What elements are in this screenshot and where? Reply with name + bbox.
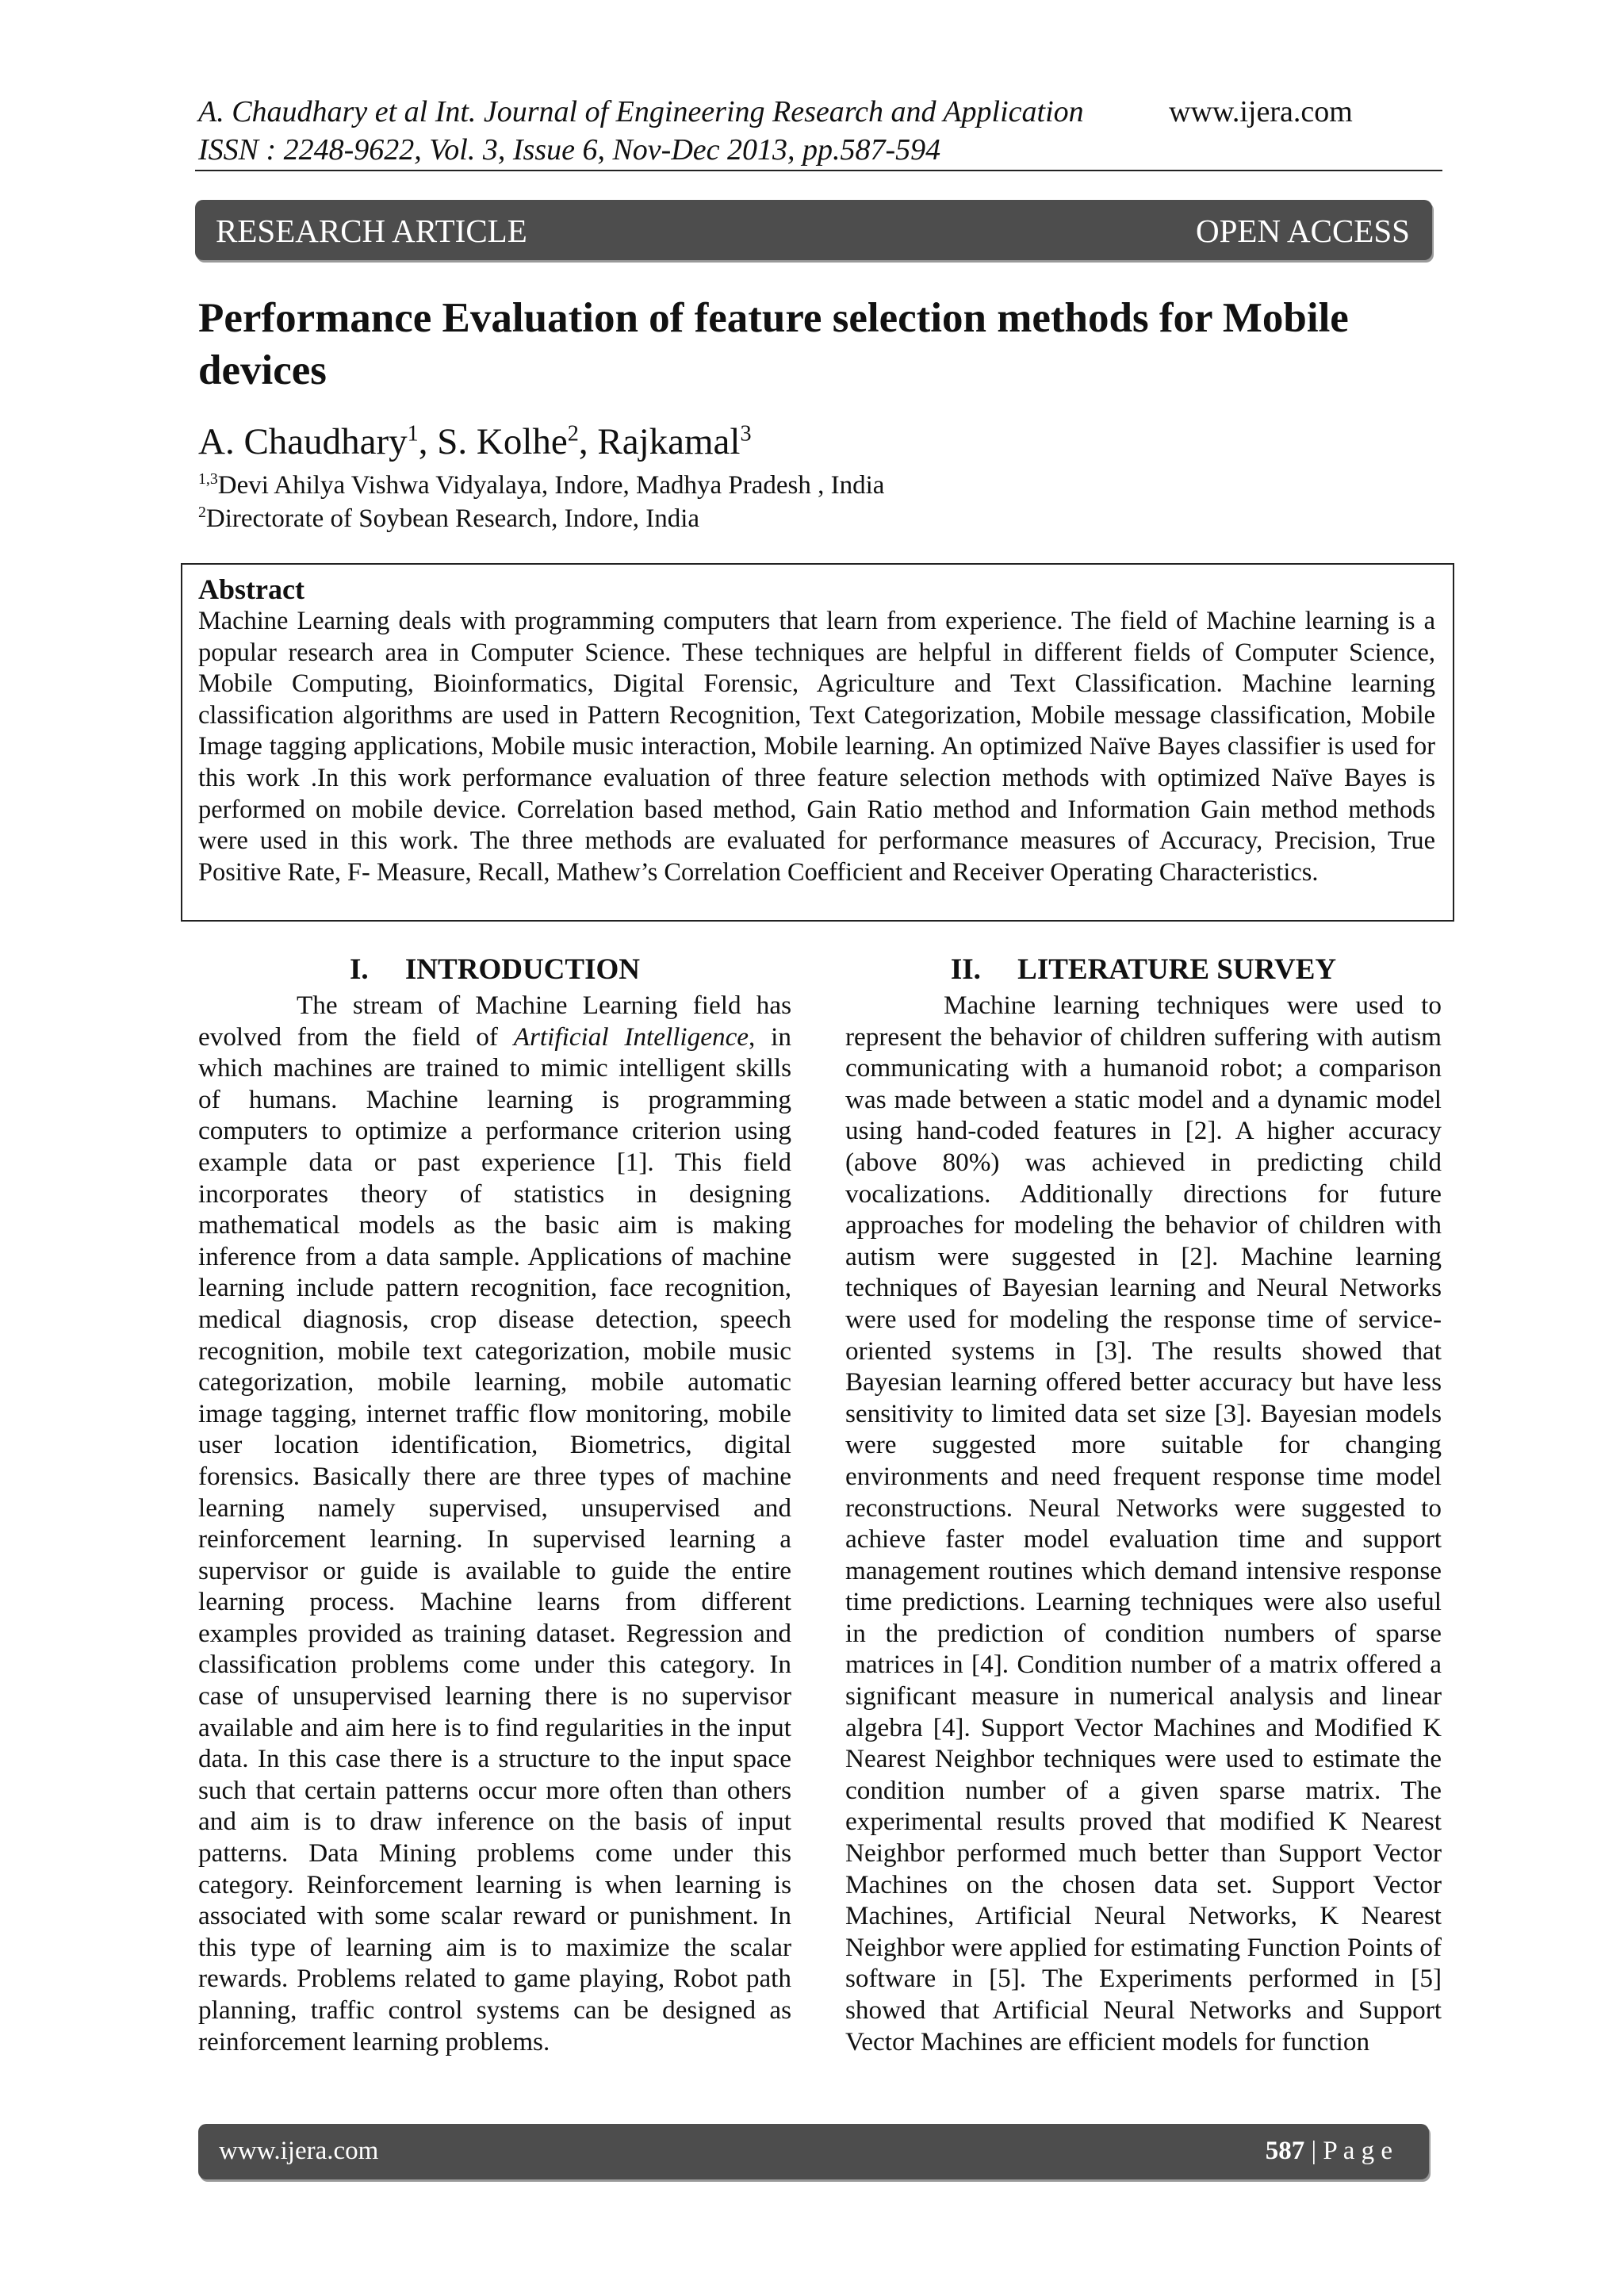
affiliation [198, 470, 884, 501]
abstract-text: Machine Learning deals with programming computers that learn from experience. The field of Machine learning is a popular research area in Computer Science. These techniques are helpful in different fields of Computer Science, Mobile Computing, Bioinformatics, Digital Forensic, Agriculture and Text Classification. Machine learning classification algorithms are used in Pattern Recognition, Text Categorization, Mobile message classification, Mobile Image tagging applications, Mobile music interaction, Mobile learning. An optimized Naïve Bayes classifier is used for this work .In this work performance evaluation of three feature selection methods with optimized Naïve Bayes is performed on mobile device. Correlation based method, Gain Ratio method and Information Gain method methods were used in this work. The three methods are evaluated for performance measures of Accuracy, Precision, True Positive Rate, F- Measure, Recall, Mathew’s Correlation Coefficient and Receiver Operating Characteristics. [198, 607, 1435, 887]
header-divider [195, 170, 1442, 171]
author-list [198, 419, 752, 465]
affiliation-text: Directorate of Soybean Research, Indore, India [205, 504, 700, 533]
author-name: Rajkamal [597, 421, 741, 462]
page-footer [198, 2124, 1429, 2179]
affiliation-text: Devi Ahilya Vishwa Vidyalaya, Indore, Madhya Pradesh , India [217, 471, 885, 500]
open-access-label: OPEN ACCESS [1195, 213, 1410, 249]
abstract-box [181, 563, 1454, 922]
article-type-banner [195, 200, 1432, 260]
intro-text-start: The stream of Machine Learning field has evolved from the field of [198, 991, 791, 1052]
intro-emphasis: Artificial Intelligence [513, 1022, 749, 1052]
abstract-heading: Abstract [198, 573, 304, 605]
affiliation [198, 503, 699, 535]
footer-url[interactable]: www.ijera.com [219, 2137, 379, 2165]
literature-survey-paragraph: Machine learning techniques were used to represent the behavior of children suffering with autism communicating with a humanoid robot; a comparison was made between a static model and a dynamic model using hand-coded features in [2]. A higher accuracy (above 80%) was achieved in predicting child vocalizations. Additionally directions for future approaches for modeling the behavior of children with autism were suggested in [2]. Machine learning techniques of Bayesian learning and Neural Networks were used for modeling the response time of service-oriented systems in [3]. The results showed that Bayesian learning offered better accuracy but have less sensitivity to limited data set size [3]. Bayesian models were suggested more suitable for changing environments and need frequent response time model reconstructions. Neural Networks were suggested to achieve faster model evaluation time and support management routines which demand intensive response time predictions. Learning techniques were also useful in the prediction of condition numbers of sparse matrices in [4]. Condition number of a matrix offered a significant measure in numerical analysis and linear algebra [4]. Support Vector Machines and Modified K Nearest Neighbor techniques were used to estimate the condition number of a given sparse matrix. The experimental results proved that modified K Nearest Neighbor performed much better than Support Vector Machines on the chosen data set. Support Vector Machines, Artificial Neural Networks, K Nearest Neighbor were applied for estimating Function Points of software in [5]. The Experiments performed in [5] showed that Artificial Neural Networks and Support Vector Machines are efficient models for function [845, 991, 1442, 2056]
author-name: S. Kolhe [437, 421, 568, 462]
author-affil-mark: 1 [407, 421, 419, 447]
author-separator: , [418, 421, 438, 462]
section-heading-literature-survey: II. LITERATURE SURVEY [950, 953, 1337, 986]
issn-line: ISSN : 2248-9622, Vol. 3, Issue 6, Nov-Dec 2013, pp.587-594 [198, 133, 941, 167]
research-article-label: RESEARCH ARTICLE [216, 213, 527, 249]
intro-text-rest: , in which machines are trained to mimic intelligent skills of humans. Machine learning is programming computers to optimize a performance criterion using example data or past experience [1]. This field incorporates theory of statistics in designing mathematical models as the basic aim is making inference from a data sample. Applications of machine learning include pattern recognition, face recognition, medical diagnosis, crop disease detection, speech recognition, mobile text categorization, mobile music categorization, mobile learning, mobile automatic image tagging, internet traffic flow monitoring, mobile user location identification, Biometrics, digital forensics. Basically there are three types of machine learning namely supervised, unsupervised and reinforcement learning. In supervised learning a supervisor or guide is available to guide the entire learning process. Machine learns from different examples provided as training dataset. Regression and classification problems come under this category. In case of unsupervised learning there is no supervisor available and aim here is to find regularities in the input data. In this case there is a structure to the input space such that certain patterns occur more often than others and aim is to draw inference on the basis of input patterns. Data Mining problems come under this category. Reinforcement learning is when learning is associated with some scalar reward or punishment. In this type of learning aim is to maximize the scalar rewards. Problems related to game playing, Robot path planning, traffic control systems can be designed as reinforcement learning problems. [198, 1022, 791, 2056]
paper-title: Performance Evaluation of feature selection methods for Mobile devices [198, 295, 1349, 393]
page-number-suffix: | P a g e [1304, 2137, 1392, 2165]
page-number [1266, 2135, 1392, 2167]
page-number-value: 587 [1265, 2137, 1305, 2165]
author-separator: , [578, 421, 598, 462]
author-affil-mark: 3 [740, 421, 752, 447]
section-heading-introduction: I. INTRODUCTION [350, 953, 640, 986]
introduction-column [198, 952, 791, 2057]
journal-url[interactable]: www.ijera.com [1169, 95, 1353, 128]
affiliation-mark: 2 [198, 504, 206, 521]
author-name: A. Chaudhary [198, 421, 408, 462]
author-affil-mark: 2 [567, 421, 579, 447]
journal-header: A. Chaudhary et al Int. Journal of Engineering Research and Application [198, 95, 1084, 128]
literature-survey-column [845, 952, 1442, 2057]
affiliation-mark: 1,3 [198, 470, 218, 488]
introduction-paragraph [198, 990, 791, 2057]
